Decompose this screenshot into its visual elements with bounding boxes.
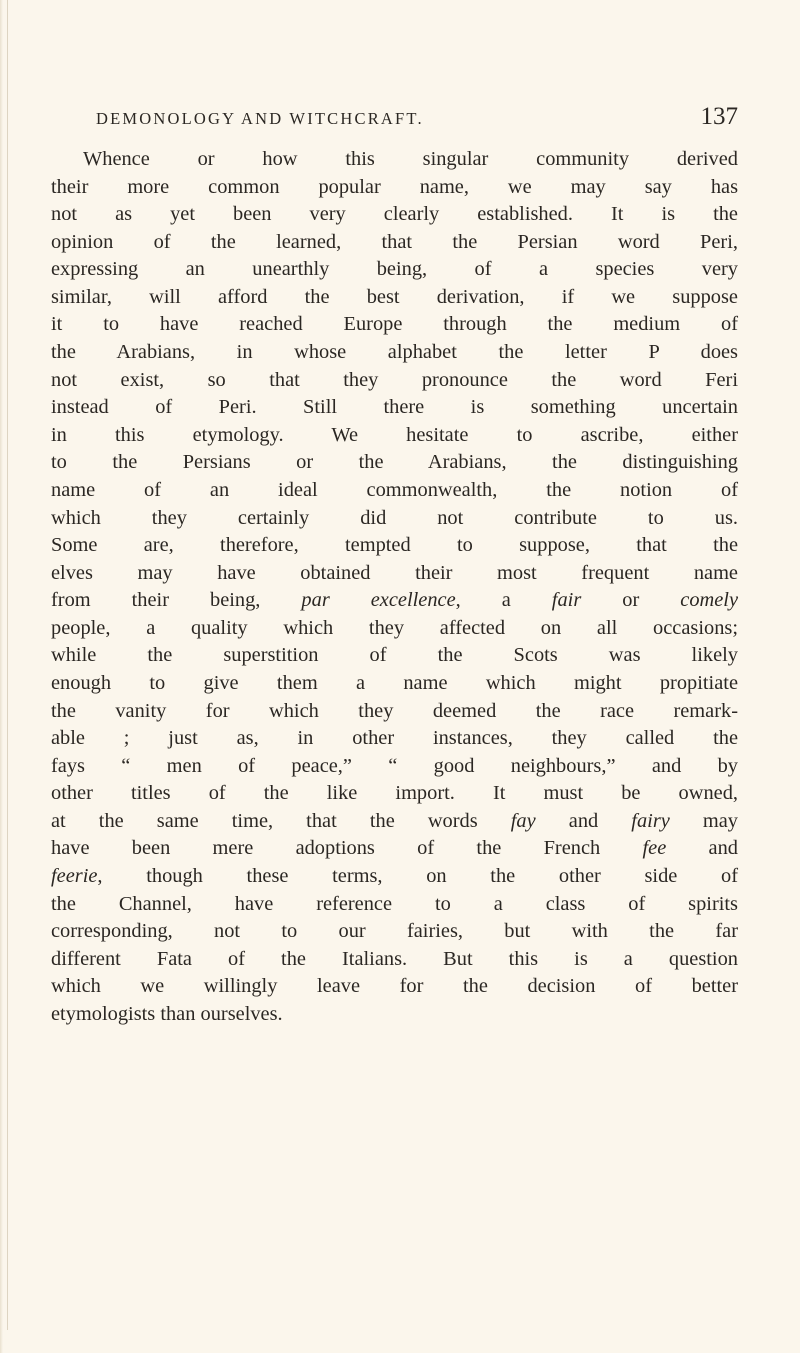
- running-title: DEMONOLOGY AND WITCHCRAFT.: [96, 109, 424, 128]
- italic-word: comely: [680, 589, 739, 612]
- text-line: able ; just as, in other instances, they called the: [51, 727, 738, 750]
- text-line: not exist, so that they pronounce the word Feri: [51, 368, 738, 391]
- text-body: [51, 146, 738, 1029]
- text-line: have been mere adoptions of the French fee and: [51, 837, 738, 860]
- gutter-line: [7, 0, 8, 1330]
- text-line: it to have reached Europe through the medium of: [51, 313, 738, 336]
- text-line: not as yet been very clearly established. It is the: [51, 203, 738, 226]
- text-line: similar, will afford the best derivation, if we suppose: [51, 285, 738, 308]
- text-line: elves may have obtained their most frequent name: [51, 561, 738, 584]
- text-line: the Arabians, in whose alphabet the letter P does: [51, 341, 738, 364]
- text-line: etymologists than ourselves.: [51, 1002, 283, 1025]
- text-line: other titles of the like import. It must be owned,: [51, 782, 738, 805]
- text-line: which they certainly did not contribute to us.: [51, 506, 738, 529]
- italic-word: feerie: [51, 865, 98, 888]
- running-head: [96, 103, 738, 133]
- text-line: while the superstition of the Scots was likely: [51, 644, 738, 667]
- text-line: feerie, though these terms, on the other side of: [51, 865, 738, 888]
- text-line: different Fata of the Italians. But this is a question: [51, 947, 738, 970]
- text-line: their more common popular name, we may say has: [51, 175, 738, 198]
- text-line: corresponding, not to our fairies, but with the far: [51, 920, 738, 943]
- italic-word: fair: [551, 589, 582, 612]
- text-line: Some are, therefore, tempted to suppose, that the: [51, 534, 738, 557]
- text-line: from their being, par excellence, a fair or comely: [51, 589, 739, 612]
- page-edge: [0, 0, 3, 1353]
- italic-word: fairy: [631, 809, 670, 832]
- text-line: instead of Peri. Still there is something uncertain: [51, 396, 738, 419]
- text-line: expressing an unearthly being, of a species very: [51, 258, 738, 281]
- text-line: enough to give them a name which might propitiate: [51, 671, 738, 694]
- text-line: Whence or how this singular community derived: [83, 148, 738, 170]
- italic-phrase: par excellence: [301, 589, 456, 612]
- text-line: in this etymology. We hesitate to ascribe, either: [51, 423, 738, 446]
- text-line: name of an ideal commonwealth, the notion of: [51, 478, 738, 501]
- text-line: fays “ men of peace,” “ good neighbours,” and by: [51, 754, 738, 777]
- text-line: people, a quality which they affected on all occasions;: [51, 616, 738, 639]
- text-line: at the same time, that the words fay and fairy may: [51, 809, 738, 832]
- text-line: to the Persians or the Arabians, the distinguishing: [51, 451, 738, 474]
- text-line: opinion of the learned, that the Persian word Peri,: [51, 230, 738, 253]
- text-line: which we willingly leave for the decision of better: [51, 975, 738, 998]
- text-line: the vanity for which they deemed the race remark-: [51, 699, 738, 722]
- page-number: 137: [700, 103, 738, 130]
- italic-word: fee: [642, 837, 667, 860]
- italic-word: fay: [510, 809, 536, 832]
- text-line: the Channel, have reference to a class of spirits: [51, 892, 738, 915]
